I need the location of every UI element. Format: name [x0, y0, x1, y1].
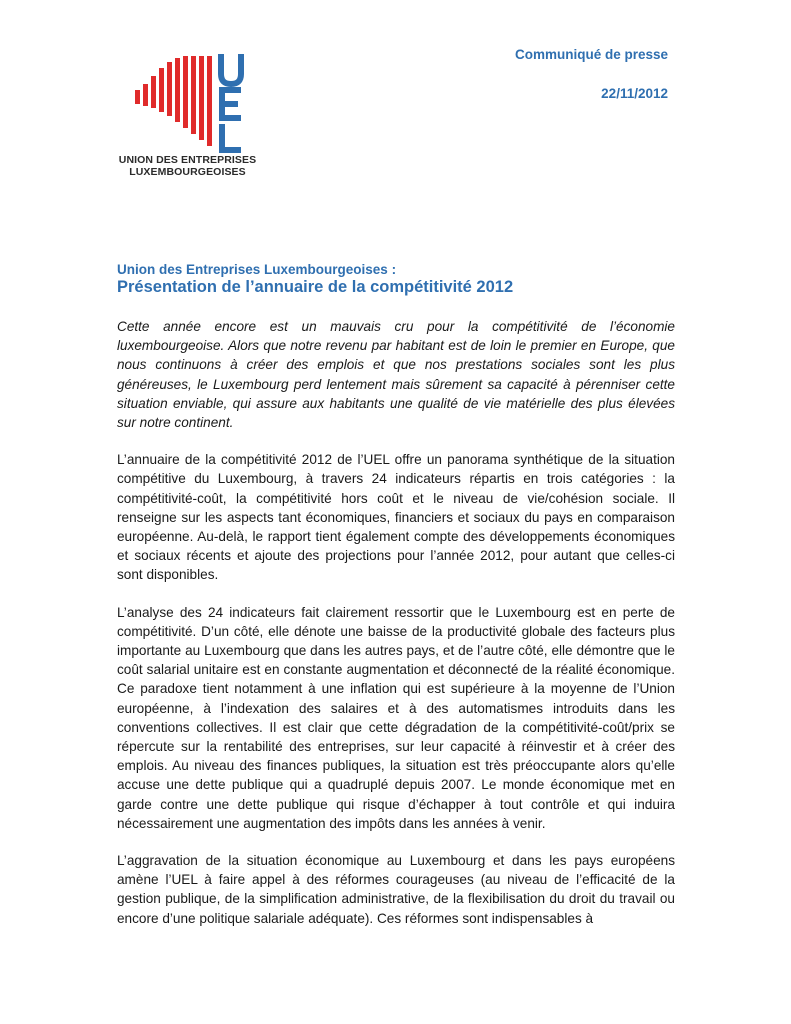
logo-caption-line1: UNION DES ENTREPRISES: [118, 154, 257, 166]
uel-logo-graphic: [115, 50, 265, 154]
body-paragraph-1: L’annuaire de la compétitivité 2012 de l’UEL offre un panorama synthétique de la situation compétitive du Luxembourg, à travers 24 indicateurs répartis en trois catégories : la compétitivité-coût, la compétitivité hors coût et le niveau de vie/cohésion sociale. Il renseigne sur les aspects tant économiques, financiers et sociaux du pays en comparaison européenne. Au-delà, le rapport tient également compte des développements économiques et sociaux récents et ajoute des projections pour l’année 2012, pour autant que celles-ci sont disponibles.: [117, 452, 675, 583]
body-paragraph-2: L’analyse des 24 indicateurs fait clairement ressortir que le Luxembourg est en perte de compétitivité. D’un côté, elle dénote une baisse de la productivité globale des facteurs plus importante au Luxembourg que dans les autres pays, et de l’autre côté, elle démontre que le coût salarial unitaire est en constante augmentation et déconnecté de la réalité économique. Ce paradoxe tient notamment à une inflation qui est supérieure à la moyenne de l’Union européenne, à l’indexation des salaires et à des automatismes introduits dans les conventions collectives. Il est clair que cette dégradation de la compétitivité-coût/prix se répercute sur la rentabilité des entreprises, sur leur capacité à réinvestir et à créer des emplois. Au niveau des finances publiques, la situation est très préoccupante alors qu’elle accuse une dette publique qui a quadruplé depuis 2007. Le monde économique met en garde contre une dette publique qui risque d’échapper à tout contrôle et qui induira nécessairement une augmentation des impôts dans les années à venir.: [117, 604, 675, 831]
uel-logo: [115, 50, 265, 185]
logo-caption: [115, 154, 260, 178]
article-title: Présentation de l’annuaire de la compétitivité 2012: [117, 278, 514, 296]
article-body: [117, 317, 675, 946]
article-subtitle: Union des Entreprises Luxembourgeoises :: [117, 262, 397, 277]
press-header: [515, 46, 668, 103]
press-release-label: Communiqué de presse: [514, 47, 668, 62]
body-paragraph-3: L’aggravation de la situation économique au Luxembourg et dans les pays européens amène l’UEL à faire appel à des réformes courageuses (au niveau de l’efficacité de la gestion publique, de la simplification administrative, de la flexibilisation du droit du travail ou encore d’une politique salariale adéquate). Ces réformes sont indispensables à: [117, 853, 675, 926]
press-release-date: 22/11/2012: [601, 86, 668, 101]
lead-paragraph: Cette année encore est un mauvais cru pour la compétitivité de l’économie luxembourgeoise. Alors que notre revenu par habitant est de loin le premier en Europe, que nous continuons à créer des emplois et que nos prestations sociales sont les plus généreuses, le Luxembourg perd lentement mais sûrement sa capacité à pérenniser cette situation enviable, qui assure aux habitants une qualité de vie matérielle des plus élevées sur notre continent.: [117, 319, 675, 431]
logo-caption-line2: LUXEMBOURGEOISES: [129, 166, 246, 178]
